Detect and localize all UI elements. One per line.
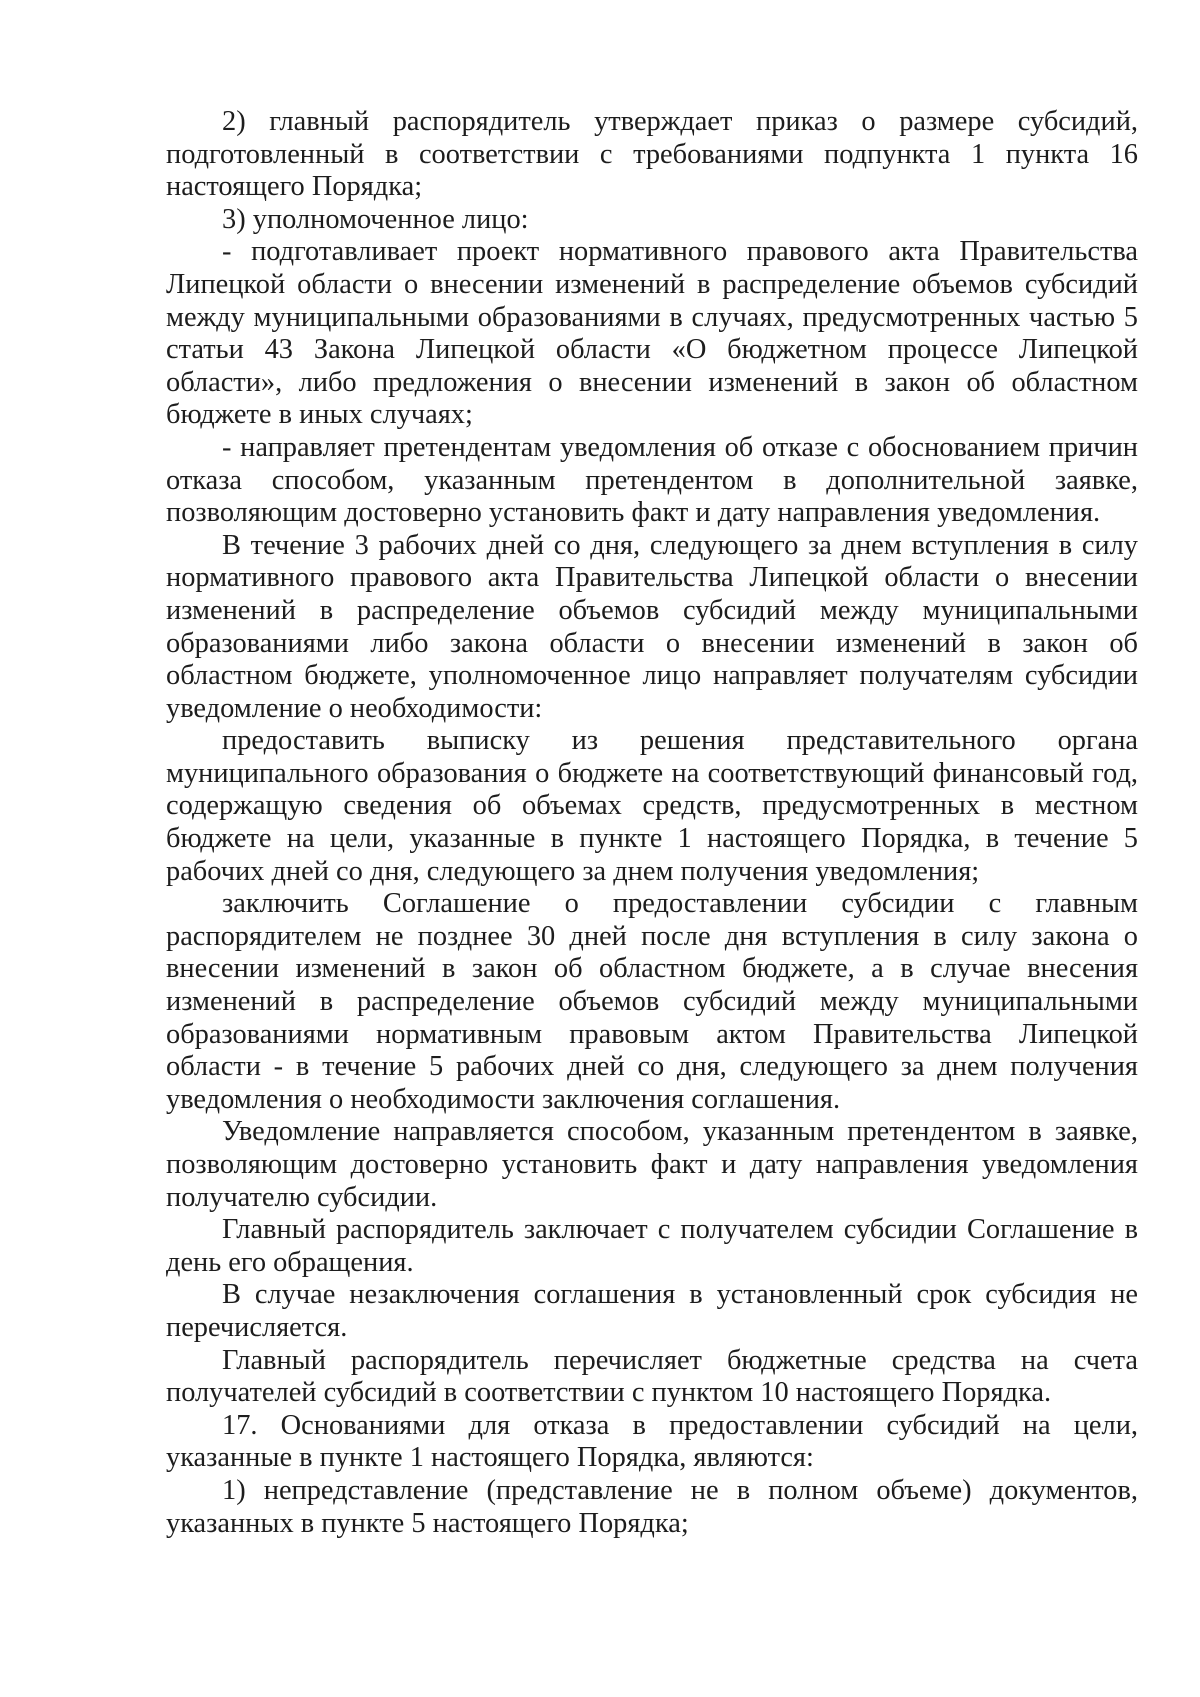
document-body — [166, 106, 1138, 1540]
paragraph-dash-send-refusal: - направляет претендентам уведомления об отказе с обоснованием причин отказа способом, указанным претендентом в дополнительной заявке, позволяющим достоверно установить факт и дату направления уведомления. — [166, 431, 1138, 529]
paragraph-item-17: 17. Основаниями для отказа в предоставлении субсидий на цели, указанные в пункте 1 настоящего Порядка, являются: — [166, 1409, 1138, 1474]
paragraph-dash-prepare-act: - подготавливает проект нормативного правового акта Правительства Липецкой области о внесении изменений в распределение объемов субсидий между муниципальными образованиями в случаях, предусмотренных частью 5 статьи 43 Закона Липецкой области «О бюджетном процессе Липецкой области», либо предложения о внесении изменений в закон об областном бюджете в иных случаях; — [166, 236, 1138, 431]
paragraph-transfer-funds: Главный распорядитель перечисляет бюджетные средства на счета получателей субсидий в соответствии с пунктом 10 настоящего Порядка. — [166, 1344, 1138, 1409]
paragraph-agreement-day: Главный распорядитель заключает с получателем субсидии Соглашение в день его обращения. — [166, 1214, 1138, 1278]
paragraph-subitem-3: 3) уполномоченное лицо: — [222, 203, 529, 235]
paragraph-no-transfer: В случае незаключения соглашения в установленный срок субсидия не перечисляется. — [166, 1279, 1138, 1343]
paragraph-conclude-agreement: заключить Соглашение о предоставлении субсидии с главным распорядителем не позднее 30 дней после дня вступления в силу закона о внесении изменений в закон об областном бюджете, а в случае внесения изменений в распределение объемов субсидий между муниципальными образованиями нормативным правовым актом Правительства Липецкой области - в течение 5 рабочих дней со дня, следующего за днем получения уведомления о необходимости заключения соглашения. — [166, 888, 1138, 1115]
paragraph-item-17-1: 1) непредставление (представление не в полном объеме) документов, указанных в пункте 5 настоящего Порядка; — [166, 1474, 1138, 1539]
paragraph-subitem-2: 2) главный распорядитель утверждает приказ о размере субсидий, подготовленный в соответствии с требованиями подпункта 1 пункта 16 настоящего Порядка; — [166, 106, 1138, 203]
paragraph-notification-method: Уведомление направляется способом, указанным претендентом в заявке, позволяющим достоверно установить факт и дату направления уведомления получателю субсидии. — [166, 1116, 1138, 1213]
paragraph-provide-extract: предоставить выписку из решения представительного органа муниципального образования о бюджете на соответствующий финансовый год, содержащую сведения об объемах средств, предусмотренных в местном бюджете на цели, указанные в пункте 1 настоящего Порядка, в течение 5 рабочих дней со дня, следующего за днем получения уведомления; — [166, 725, 1138, 887]
paragraph-within-3-days: В течение 3 рабочих дней со дня, следующего за днем вступления в силу нормативного правового акта Правительства Липецкой области о внесении изменений в распределение объемов субсидий между муниципальными образованиями либо закона области о внесении изменений в закон об областном бюджете, уполномоченное лицо направляет получателям субсидии уведомление о необходимости: — [166, 529, 1138, 724]
